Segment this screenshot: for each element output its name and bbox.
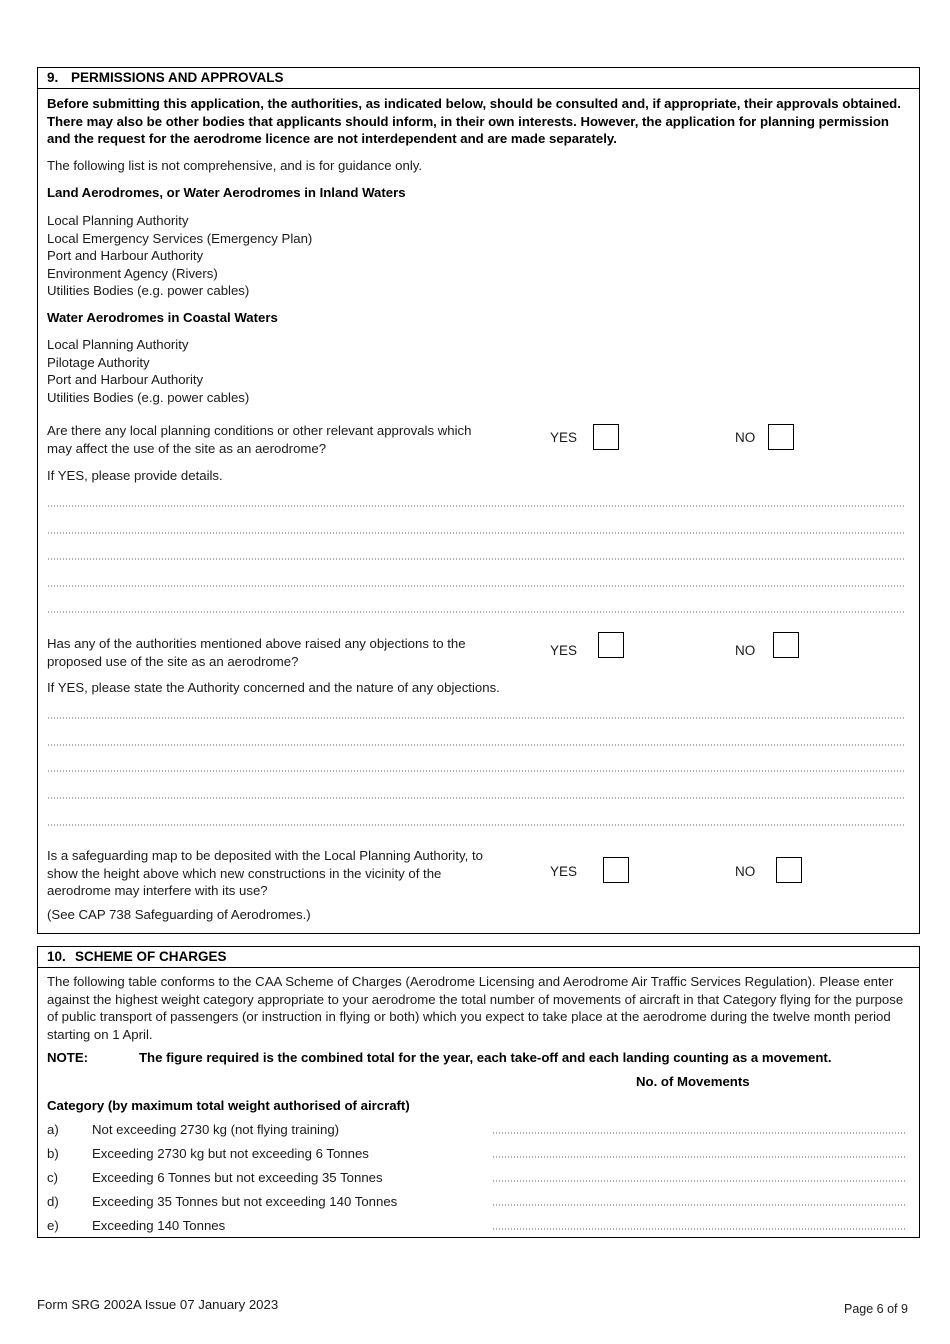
list-item: Environment Agency (Rivers) <box>47 265 218 281</box>
planning-conditions-no-label: NO <box>735 430 756 445</box>
category-row <box>47 1193 907 1211</box>
planning-conditions-yes-label: YES <box>550 430 578 445</box>
category-row <box>47 1121 907 1139</box>
category-letter: a) <box>47 1122 59 1137</box>
category-letter: d) <box>47 1194 59 1209</box>
planning-conditions-yes-checkbox[interactable] <box>593 424 619 450</box>
objections-yes-checkbox[interactable] <box>598 632 624 658</box>
category-heading: Category (by maximum total weight authorised of aircraft) <box>47 1098 410 1113</box>
note-label: NOTE: <box>47 1050 89 1065</box>
objections-followup: If YES, please state the Authority concerned and the nature of any objections. <box>47 680 500 695</box>
category-label: Exceeding 2730 kg but not exceeding 6 Tonnes <box>92 1146 369 1161</box>
objections-question: Has any of the authorities mentioned above raised any objections to the proposed use of the site as an aerodrome? <box>47 636 466 669</box>
category-letter: c) <box>47 1170 58 1185</box>
section-10-number: 10. <box>47 949 66 964</box>
movements-entry-b[interactable] <box>492 1156 907 1158</box>
land-aerodromes-heading: Land Aerodromes, or Water Aerodromes in Inland Waters <box>47 185 406 200</box>
section-10-header <box>38 947 919 968</box>
list-item: Port and Harbour Authority <box>47 248 204 263</box>
planning-conditions-no-checkbox[interactable] <box>768 424 794 450</box>
objections-line-5[interactable] <box>47 824 905 826</box>
details-line-5[interactable] <box>47 611 905 613</box>
details-line-1[interactable] <box>47 505 905 507</box>
category-row <box>47 1217 907 1235</box>
list-item: Port and Harbour Authority <box>47 372 204 387</box>
safeguarding-map-question: Is a safeguarding map to be deposited with the Local Planning Authority, to show the height above which new constructions in the vicinity of the aerodrome may interfere with its use? <box>47 848 483 898</box>
water-authority-list <box>47 336 249 406</box>
movements-entry-a[interactable] <box>492 1132 907 1134</box>
cap-738-reference: (See CAP 738 Safeguarding of Aerodromes.) <box>47 907 311 922</box>
objections-no-checkbox[interactable] <box>773 632 799 658</box>
objections-line-4[interactable] <box>47 797 905 799</box>
safeguarding-yes-checkbox[interactable] <box>603 857 629 883</box>
safeguarding-yes-label: YES <box>550 864 578 879</box>
section-9-title: PERMISSIONS AND APPROVALS <box>71 70 284 85</box>
section-permissions-approvals <box>37 67 920 934</box>
category-row <box>47 1145 907 1163</box>
movements-entry-d[interactable] <box>492 1204 907 1206</box>
list-item: Utilities Bodies (e.g. power cables) <box>47 389 250 405</box>
scheme-intro: The following table conforms to the CAA Scheme of Charges (Aerodrome Licensing and Aerodrome Air Traffic Services Regulation). Please enter against the highest weight category appropriate to your aerodrome the total number of movements of aircraft in that Category flying for the purpose of public transport of passengers (or instruction in flying or both) which you expect to take place at the aerodrome during the twelve month period starting on 1 April. <box>47 974 904 1042</box>
category-label: Exceeding 140 Tonnes <box>92 1218 226 1233</box>
section-scheme-of-charges <box>37 946 920 1238</box>
details-line-3[interactable] <box>47 558 905 560</box>
guidance-note: The following list is not comprehensive, and is for guidance only. <box>47 158 423 173</box>
details-line-4[interactable] <box>47 585 905 587</box>
section-9-number: 9. <box>47 70 59 85</box>
movements-entry-c[interactable] <box>492 1180 907 1182</box>
form-identifier: Form SRG 2002A Issue 07 January 2023 <box>37 1297 279 1312</box>
section-9-header <box>38 68 919 89</box>
section-10-title: SCHEME OF CHARGES <box>75 949 227 964</box>
details-line-2[interactable] <box>47 532 905 534</box>
safeguarding-no-checkbox[interactable] <box>776 857 802 883</box>
note-text: The figure required is the combined total for the year, each take-off and each landing counting as a movement. <box>139 1050 832 1065</box>
category-letter: e) <box>47 1218 59 1233</box>
planning-conditions-question: Are there any local planning conditions or other relevant approvals which may affect the use of the site as an aerodrome? <box>47 423 472 456</box>
list-item: Pilotage Authority <box>47 354 150 370</box>
objections-line-2[interactable] <box>47 744 905 746</box>
list-item: Utilities Bodies (e.g. power cables) <box>47 283 250 298</box>
category-label: Exceeding 35 Tonnes but not exceeding 140 Tonnes <box>92 1194 398 1209</box>
safeguarding-no-label: NO <box>735 864 756 879</box>
category-row <box>47 1169 907 1187</box>
planning-conditions-followup: If YES, please provide details. <box>47 468 223 483</box>
page-number: Page 6 of 9 <box>844 1302 908 1316</box>
movements-entry-e[interactable] <box>492 1228 907 1230</box>
objections-yes-label: YES <box>550 643 578 658</box>
objections-no-label: NO <box>735 643 756 658</box>
section-9-intro: Before submitting this application, the authorities, as indicated below, should be consulted and, if appropriate, their approvals obtained. There may also be other bodies that applicants should inform, in their own interests. However, the application for planning permission and the request for the aerodrome licence are not interdependent and are made separately. <box>47 96 901 146</box>
objections-line-3[interactable] <box>47 770 905 772</box>
category-letter: b) <box>47 1146 59 1161</box>
land-authority-list <box>47 212 312 300</box>
list-item: Local Planning Authority <box>47 213 189 228</box>
movements-column-heading: No. of Movements <box>636 1074 750 1089</box>
list-item: Local Emergency Services (Emergency Plan) <box>47 230 313 246</box>
list-item: Local Planning Authority <box>47 337 189 352</box>
category-label: Not exceeding 2730 kg (not flying training) <box>92 1122 340 1137</box>
category-label: Exceeding 6 Tonnes but not exceeding 35 Tonnes <box>92 1170 383 1185</box>
objections-line-1[interactable] <box>47 717 905 719</box>
water-aerodromes-heading: Water Aerodromes in Coastal Waters <box>47 310 278 325</box>
